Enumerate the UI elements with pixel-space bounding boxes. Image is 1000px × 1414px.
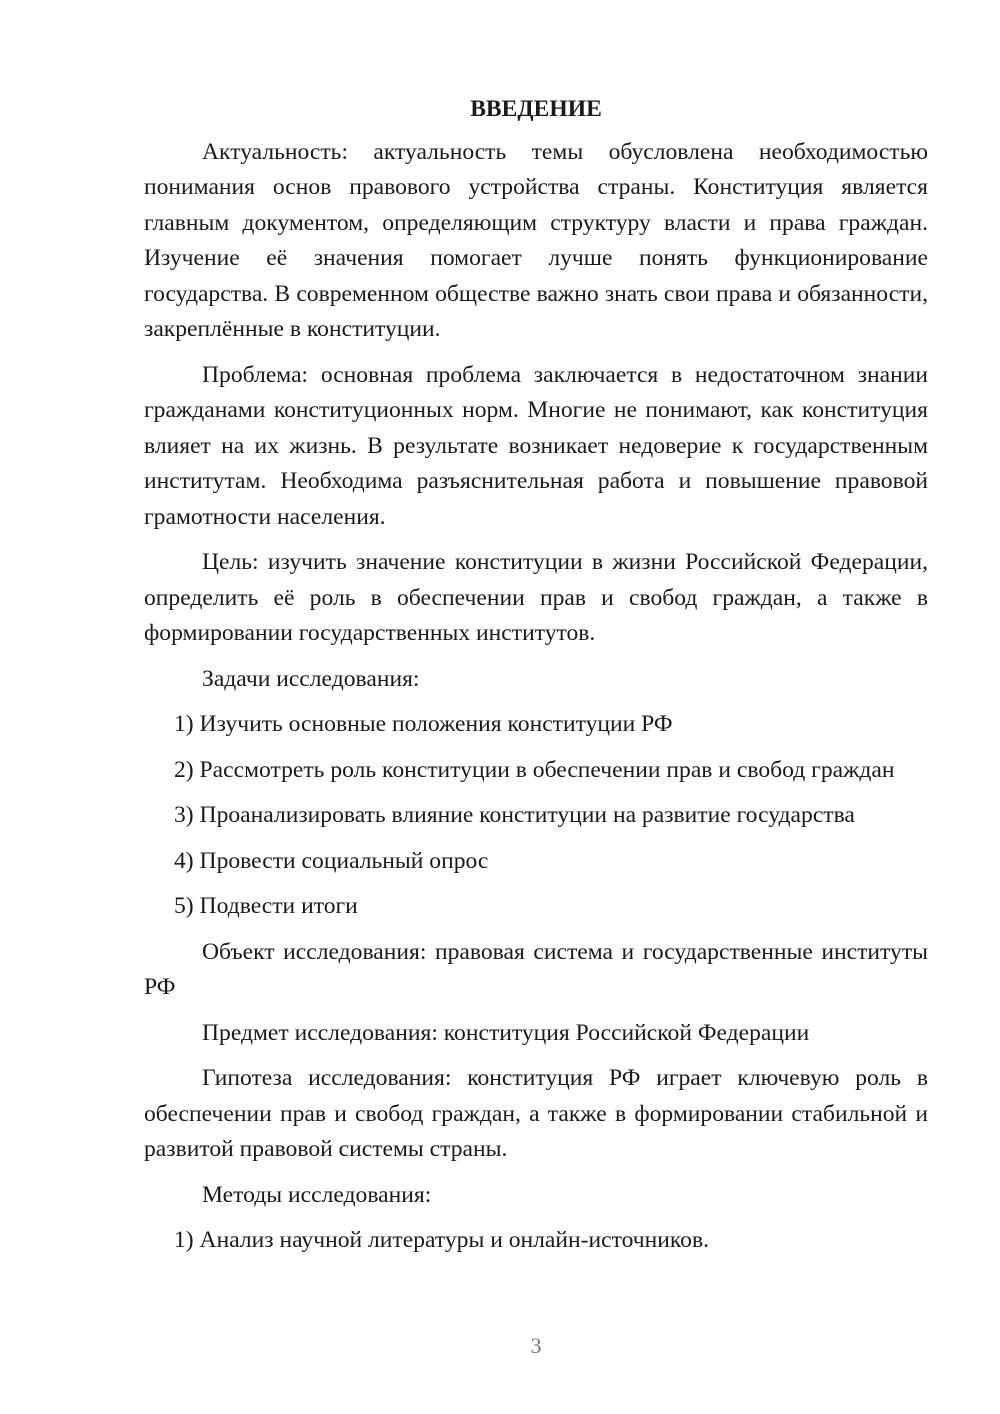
- page-number: 3: [530, 1333, 542, 1358]
- hypothesis-paragraph: Гипотеза исследования: конституция РФ играет ключевую роль в обеспечении прав и свобод граждан, а также в формировании стабильной и развитой правовой системы страны.: [144, 1065, 928, 1162]
- problem-paragraph: Проблема: основная проблема заключается в недостаточном знании гражданами конституционных норм. Многие не понимают, как конституция влияет на их жизнь. В результате возникает недоверие к государственным институтам. Необходима разъяснительная работа и повышение правовой грамотности населения.: [144, 361, 928, 530]
- subject-paragraph: Предмет исследования: конституция Российской Федерации: [202, 1019, 810, 1046]
- task-item: 4) Провести социальный опрос: [174, 847, 489, 874]
- task-item: 1) Изучить основные положения конституции РФ: [174, 711, 673, 737]
- page-title: ВВЕДЕНИЕ: [470, 96, 602, 122]
- task-item: 3) Проанализировать влияние конституции на развитие государства: [174, 802, 855, 828]
- page-content: [144, 92, 928, 1269]
- object-paragraph: Объект исследования: правовая система и государственные институты РФ: [144, 938, 928, 1000]
- goal-paragraph: Цель: изучить значение конституции в жизни Российской Федерации, определить её роль в обеспечении прав и свобод граждан, а также в формировании государственных институтов.: [144, 549, 928, 646]
- methods-heading: Методы исследования:: [202, 1181, 432, 1208]
- task-item: 2) Рассмотреть роль конституции в обеспечении прав и свобод граждан: [174, 756, 895, 783]
- tasks-heading: Задачи исследования:: [202, 665, 420, 692]
- task-item: 5) Подвести итоги: [174, 893, 358, 919]
- method-item: 1) Анализ научной литературы и онлайн-источников.: [174, 1227, 710, 1253]
- relevance-paragraph: Актуальность: актуальность темы обусловлена необходимостью понимания основ правового устройства страны. Конституция является главным документом, определяющим структуру власти и права граждан. Изучение её значения помогает лучше понять функционирование государства. В современном обществе важно знать свои права и обязанности, закреплённые в конституции.: [144, 138, 928, 342]
